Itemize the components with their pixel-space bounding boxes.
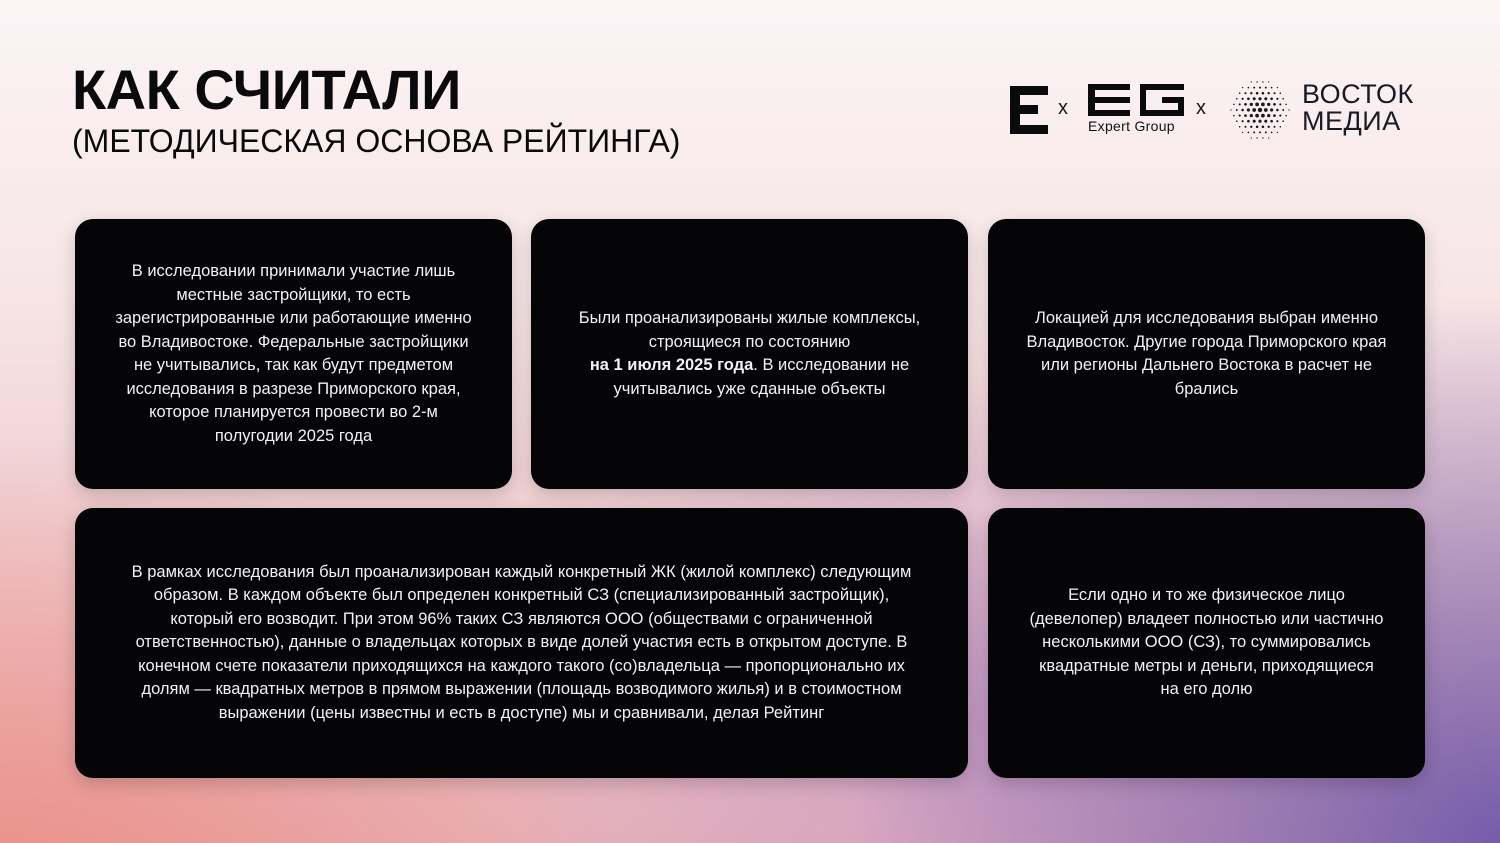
logo-dot	[1248, 87, 1250, 89]
logo-dot	[1239, 92, 1241, 94]
logo-dot	[1276, 120, 1278, 122]
logo-dot	[1267, 103, 1270, 106]
logo-dot	[1251, 137, 1252, 138]
card-text-date: на 1 июля 2025 года	[589, 356, 754, 374]
logo-dot	[1285, 115, 1287, 117]
logo-dot	[1264, 120, 1267, 123]
expert-group-logo-icon	[1088, 84, 1188, 116]
logo-dot	[1268, 126, 1270, 128]
logo-dot	[1280, 92, 1282, 94]
logo-dot	[1273, 103, 1276, 106]
logo-dot	[1273, 114, 1276, 117]
vostok-media-wordmark	[1302, 81, 1414, 135]
method-card-aggregation	[988, 508, 1425, 778]
method-card-analyzed-complexes	[531, 219, 968, 489]
logo-dot	[1262, 137, 1263, 138]
logo-dot	[1241, 109, 1244, 112]
logo-dot	[1253, 97, 1256, 100]
card-text-main: Были проанализированы жилые комплексы, строящиеся по состоянию	[578, 309, 921, 351]
logo-dot	[1265, 87, 1267, 89]
card-text	[1030, 584, 1384, 702]
logo-dot	[1280, 126, 1282, 128]
logo-dot	[1250, 114, 1253, 117]
logo-dot	[1242, 120, 1244, 122]
expert-e-logo-icon	[1010, 86, 1048, 134]
logo-dot	[1247, 97, 1250, 100]
logo-dot	[1250, 126, 1252, 128]
method-card-local-developers	[75, 219, 512, 489]
logo-dot	[1288, 109, 1289, 110]
logo-dot	[1236, 120, 1238, 122]
logo-dot	[1276, 109, 1279, 112]
logo-dot	[1233, 115, 1235, 117]
logo-dot	[1262, 126, 1265, 129]
logo-dot	[1255, 103, 1259, 107]
logo-dot	[1262, 92, 1265, 95]
logo-dot	[1239, 103, 1241, 105]
logo-dot	[1267, 114, 1270, 117]
logo-dot	[1247, 120, 1250, 123]
logo-dot	[1271, 87, 1273, 89]
logo-separator: x	[1196, 97, 1206, 119]
expert-group-caption: Expert Group	[1088, 118, 1175, 134]
logo-separator: x	[1058, 97, 1068, 119]
logo-dot	[1273, 92, 1275, 94]
logo-dot	[1268, 137, 1269, 138]
logo-dot	[1264, 97, 1267, 100]
card-text-main: В исследовании принимали участие лишь местные застройщики, то есть зарегистрированные или работающие именно во Владивостоке. Федеральные застройщики не учитывались, так как будут предметом исследования в разрезе Приморского края, которое планируется провести во 2-м полугодии 2025 года	[115, 262, 472, 445]
logo-dot	[1264, 108, 1268, 112]
logo-dot	[1282, 109, 1284, 111]
card-text-main: Если одно и то же физическое лицо (девелопер) владеет полностью или частично несколькими ООО (СЗ), то суммировались квадратные метры и деньги, приходящиеся на его долю	[1029, 586, 1384, 699]
logo-dot	[1248, 132, 1250, 134]
logo-dot	[1268, 81, 1269, 82]
logo-dot	[1259, 131, 1261, 133]
logo-dot	[1265, 131, 1267, 133]
method-card-analysis-approach	[75, 508, 968, 778]
logo-dot	[1279, 103, 1281, 105]
logo-dot	[1262, 81, 1263, 82]
logo-dot	[1256, 126, 1259, 129]
logo-dot	[1279, 115, 1281, 117]
logo-dot	[1261, 114, 1265, 118]
logo-dot	[1268, 92, 1270, 94]
logo-dot	[1258, 97, 1261, 100]
card-text	[115, 260, 471, 448]
logo-dot	[1271, 132, 1273, 134]
logo-dot	[1270, 108, 1273, 111]
logo-dot	[1277, 87, 1278, 88]
logo-dot	[1270, 120, 1273, 123]
logo-dot	[1253, 87, 1255, 89]
method-card-location	[988, 219, 1425, 489]
logo-dot	[1261, 103, 1265, 107]
logo-dot	[1258, 120, 1261, 123]
logo-dot	[1242, 98, 1244, 100]
card-text	[579, 307, 920, 401]
card-text-tail: . В исследовании не учитывались уже сданные объекты	[613, 356, 910, 398]
page-title: КАК СЧИТАЛИ	[72, 58, 461, 121]
partner-logos	[1008, 78, 1428, 142]
card-text	[132, 561, 912, 726]
card-text-main: В рамках исследования был проанализирован каждый конкретный ЖК (жилой комплекс) следующим образом. В каждом объекте был определен конкретный СЗ (специализированный застройщик), который его возводит. При этом 96% таких СЗ являются ООО (обществами с ограниченной ответственностью), данные о владельцах которых в виде долей участия есть в открытом доступе. В конечном счете показатели приходящихся на каждого такого (со)владельца — пропорционально их долям — квадратных метров в прямом выражении (площадь возводимого жилья) и в стоимостном выражении (цены известны и есть в доступе) мы и сравнивали, делая Рейтинг	[131, 562, 912, 722]
page-subtitle: (МЕТОДИЧЕСКАЯ ОСНОВА РЕЙТИНГА)	[72, 123, 681, 159]
logo-dot	[1255, 114, 1259, 118]
logo-dot	[1244, 103, 1247, 106]
logo-dot	[1282, 98, 1284, 100]
card-text	[1027, 307, 1387, 401]
logo-dot	[1256, 92, 1259, 95]
logo-dot	[1242, 87, 1243, 88]
logo-dot	[1256, 81, 1257, 82]
logo-dot	[1247, 108, 1250, 111]
logo-dot	[1236, 98, 1238, 100]
logo-dot	[1277, 132, 1278, 133]
logo-dot	[1239, 115, 1241, 117]
logo-dot	[1270, 97, 1273, 100]
vostok-media-line2: МЕДИА	[1302, 106, 1401, 136]
logo-dot	[1259, 87, 1261, 89]
logo-dot	[1250, 103, 1253, 106]
logo-dot	[1256, 137, 1257, 138]
logo-dot	[1236, 109, 1238, 111]
logo-dot	[1239, 126, 1241, 128]
logo-dot	[1253, 131, 1255, 133]
logo-dot	[1253, 120, 1256, 123]
logo-dot	[1242, 132, 1243, 133]
logo-dot	[1252, 108, 1256, 112]
logo-dot	[1285, 104, 1287, 106]
card-text-main: Локацией для исследования выбран именно Владивосток. Другие города Приморского края или регионы Дальнего Востока в расчет не брались	[1026, 309, 1387, 398]
vostok-media-line1: ВОСТОК	[1302, 79, 1414, 109]
logo-dot	[1250, 92, 1252, 94]
logo-dot	[1244, 126, 1246, 128]
logo-dot	[1233, 104, 1235, 106]
logo-dot	[1273, 126, 1275, 128]
logo-dot	[1244, 92, 1246, 94]
logo-dot	[1258, 108, 1262, 112]
logo-dot	[1282, 120, 1284, 122]
logo-dot	[1251, 81, 1252, 82]
vostok-media-dots-icon	[1226, 78, 1294, 142]
logo-dot	[1276, 98, 1278, 100]
logo-dot	[1230, 109, 1231, 110]
logo-dot	[1244, 114, 1247, 117]
